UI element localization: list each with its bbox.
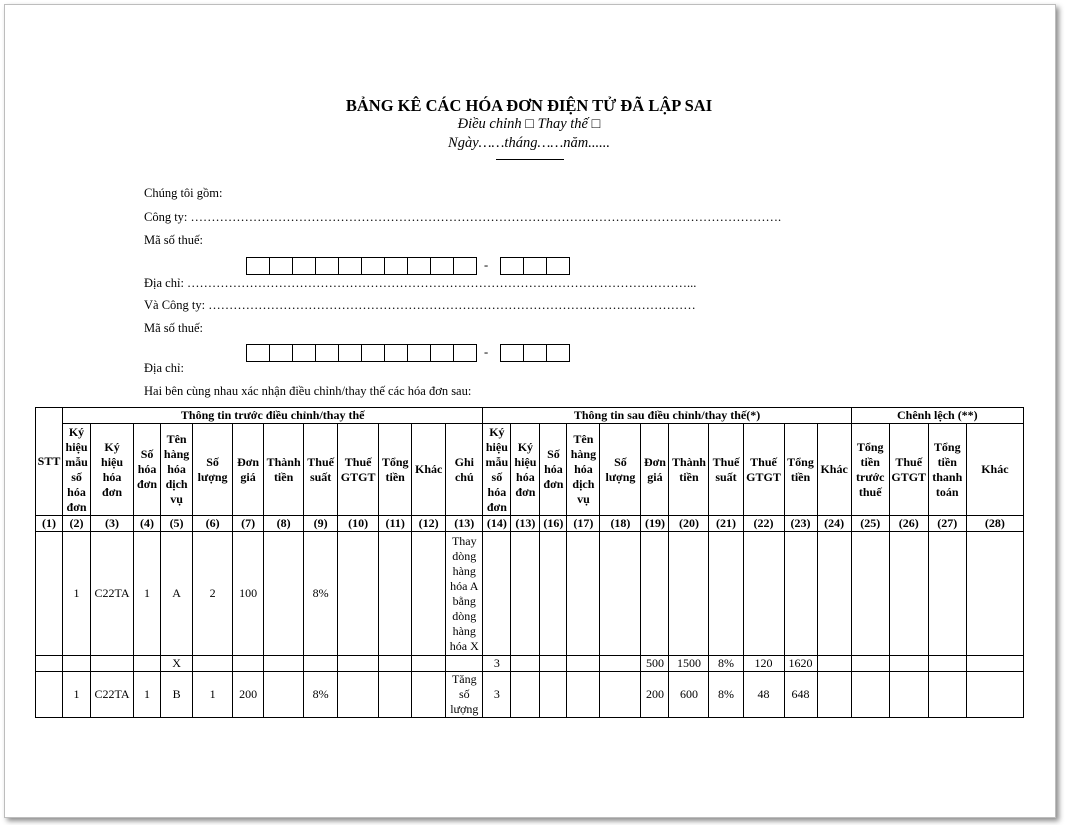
table-cell (567, 656, 600, 672)
table-cell (511, 532, 540, 656)
column-number: (4) (134, 516, 161, 532)
table-cell (851, 656, 889, 672)
table-cell (889, 532, 928, 656)
table-row (36, 532, 1024, 656)
column-header: Ký hiệu hóa đơn (511, 424, 540, 516)
table-cell (412, 672, 446, 718)
table-cell: 1500 (669, 656, 709, 672)
digit-box (338, 344, 362, 362)
table-cell (966, 656, 1023, 672)
group-after-header: Thông tin sau điều chỉnh/thay thế(*) (483, 408, 851, 424)
column-header: Số hóa đơn (540, 424, 567, 516)
column-header: Tổng tiền (379, 424, 412, 516)
column-number: (12) (412, 516, 446, 532)
tax1-branch-boxes (501, 257, 570, 275)
header-stt: STT (36, 408, 63, 516)
table-cell: 500 (641, 656, 669, 672)
table-cell (743, 532, 784, 656)
table-cell: 8% (304, 532, 338, 656)
column-header: Ghi chú (446, 424, 483, 516)
column-header: Số lượng (600, 424, 641, 516)
column-header: Thành tiền (264, 424, 304, 516)
column-number: (16) (540, 516, 567, 532)
group-diff-header: Chênh lệch (**) (851, 408, 1023, 424)
date-line: Ngày……tháng……năm...... (448, 135, 610, 151)
column-header: Tổng tiền thanh toán (928, 424, 966, 516)
column-number: (10) (338, 516, 379, 532)
table-cell: 48 (743, 672, 784, 718)
table-cell (446, 656, 483, 672)
digit-box (453, 344, 477, 362)
column-header: Khác (817, 424, 851, 516)
column-header: Ký hiệu mẫu số hóa đơn (63, 424, 91, 516)
column-header: Thuế GTGT (889, 424, 928, 516)
table-cell: 1 (193, 672, 233, 718)
table-cell: 200 (233, 672, 264, 718)
table-cell (483, 532, 511, 656)
digit-box (269, 344, 293, 362)
digit-box (292, 344, 316, 362)
column-number: (18) (600, 516, 641, 532)
table-cell (36, 672, 63, 718)
column-number: (6) (193, 516, 233, 532)
table-cell: 1 (134, 532, 161, 656)
column-header: Số lượng (193, 424, 233, 516)
table-cell (817, 532, 851, 656)
digit-box (246, 257, 270, 275)
digit-box (546, 257, 570, 275)
table-cell (600, 656, 641, 672)
table-cell (567, 672, 600, 718)
table-cell (928, 656, 966, 672)
digit-box (546, 344, 570, 362)
table-cell (540, 532, 567, 656)
table-cell: 3 (483, 672, 511, 718)
table-cell: C22TA (91, 532, 134, 656)
column-header: Khác (966, 424, 1023, 516)
table-cell (966, 672, 1023, 718)
column-number: (7) (233, 516, 264, 532)
table-cell (36, 532, 63, 656)
group-before-header: Thông tin trước điều chỉnh/thay thế (63, 408, 483, 424)
column-number: (14) (483, 516, 511, 532)
table-cell (511, 672, 540, 718)
table-cell (134, 656, 161, 672)
title-underline (496, 159, 564, 160)
table-cell: 200 (641, 672, 669, 718)
table-cell (233, 656, 264, 672)
column-number: (9) (304, 516, 338, 532)
table-cell (264, 532, 304, 656)
table-cell (928, 672, 966, 718)
table-cell: C22TA (91, 672, 134, 718)
column-header: Ký hiệu hóa đơn (91, 424, 134, 516)
digit-box (384, 344, 408, 362)
column-header: Thuế suất (709, 424, 743, 516)
column-number: (2) (63, 516, 91, 532)
table-row (36, 672, 1024, 718)
table-cell (63, 656, 91, 672)
table-cell (264, 656, 304, 672)
table-cell: 1620 (784, 656, 817, 672)
column-header: Tổng tiền (784, 424, 817, 516)
table-cell: 648 (784, 672, 817, 718)
table-cell (851, 672, 889, 718)
digit-box (315, 257, 339, 275)
company2-field: Và Công ty: ……………………………………………………………………………………………………… (144, 298, 696, 312)
column-header: Số hóa đơn (134, 424, 161, 516)
column-number: (20) (669, 516, 709, 532)
column-number: (1) (36, 516, 63, 532)
table-cell (851, 532, 889, 656)
table-cell: 1 (134, 672, 161, 718)
digit-box (361, 344, 385, 362)
table-cell (338, 656, 379, 672)
column-header: Tổng tiền trước thuế (851, 424, 889, 516)
digit-box (338, 257, 362, 275)
digit-box (384, 257, 408, 275)
invoice-table (35, 407, 1024, 718)
column-number: (13) (446, 516, 483, 532)
table-cell: B (161, 672, 193, 718)
digit-box (407, 344, 431, 362)
address2-label: Địa chỉ: (144, 361, 184, 375)
column-header: Tên hàng hóa dịch vụ (161, 424, 193, 516)
table-cell: 2 (193, 532, 233, 656)
tax1-label: Mã số thuế: (144, 233, 204, 247)
table-cell (379, 532, 412, 656)
table-cell: 8% (709, 656, 743, 672)
digit-box (269, 257, 293, 275)
column-number: (11) (379, 516, 412, 532)
digit-box (246, 344, 270, 362)
table-cell (889, 672, 928, 718)
table-cell (304, 656, 338, 672)
digit-box (292, 257, 316, 275)
table-cell (338, 672, 379, 718)
column-number: (19) (641, 516, 669, 532)
table-cell (511, 656, 540, 672)
table-cell: 8% (709, 672, 743, 718)
table-cell (784, 532, 817, 656)
column-number: (23) (784, 516, 817, 532)
table-cell (36, 656, 63, 672)
address1-field: Địa chỉ: …………………………………………………………………………………………………………... (144, 276, 697, 290)
column-header: Thuế GTGT (338, 424, 379, 516)
digit-box (430, 257, 454, 275)
column-number: (3) (91, 516, 134, 532)
column-number: (5) (161, 516, 193, 532)
table-cell (928, 532, 966, 656)
column-number: (24) (817, 516, 851, 532)
table-cell (379, 672, 412, 718)
column-number: (27) (928, 516, 966, 532)
table-cell: 8% (304, 672, 338, 718)
table-cell (600, 532, 641, 656)
intro-text: Chúng tôi gồm: (144, 186, 223, 200)
page-title: BẢNG KÊ CÁC HÓA ĐƠN ĐIỆN TỬ ĐÃ LẬP SAI (345, 96, 713, 115)
column-number: (21) (709, 516, 743, 532)
column-header: Thuế GTGT (743, 424, 784, 516)
column-number-row (36, 516, 1024, 532)
table-cell (641, 532, 669, 656)
table-cell: Thay dòng hàng hóa A bằng dòng hàng hóa X (446, 532, 483, 656)
table-cell (540, 672, 567, 718)
column-number: (8) (264, 516, 304, 532)
table-cell (264, 672, 304, 718)
tax2-branch-boxes (501, 344, 570, 362)
tax2-label: Mã số thuế: (144, 321, 204, 335)
column-header: Thành tiền (669, 424, 709, 516)
digit-box (523, 344, 547, 362)
table-cell (412, 532, 446, 656)
table-cell (889, 656, 928, 672)
table-cell (412, 656, 446, 672)
table-cell (669, 532, 709, 656)
column-number: (25) (851, 516, 889, 532)
table-cell: A (161, 532, 193, 656)
column-header: Đơn giá (641, 424, 669, 516)
table-cell: 3 (483, 656, 511, 672)
company1-field: Công ty: ……………………………………………………………………………………………………………………………. (144, 210, 782, 224)
digit-box (523, 257, 547, 275)
table-cell: X (161, 656, 193, 672)
column-header: Ký hiệu mẫu số hóa đơn (483, 424, 511, 516)
table-cell (540, 656, 567, 672)
digit-box (453, 257, 477, 275)
tax2-boxes (247, 344, 477, 362)
table-cell: 1 (63, 532, 91, 656)
column-number: (13) (511, 516, 540, 532)
tax1-boxes (247, 257, 477, 275)
digit-box (361, 257, 385, 275)
column-number: (22) (743, 516, 784, 532)
table-cell (817, 656, 851, 672)
column-header: Thuế suất (304, 424, 338, 516)
column-header: Khác (412, 424, 446, 516)
table-cell (193, 656, 233, 672)
table-cell (338, 532, 379, 656)
table-cell (966, 532, 1023, 656)
table-cell: 100 (233, 532, 264, 656)
table-cell: 600 (669, 672, 709, 718)
digit-box (315, 344, 339, 362)
confirm-text: Hai bên cùng nhau xác nhận điều chỉnh/thay thế các hóa đơn sau: (144, 384, 472, 398)
table-cell (567, 532, 600, 656)
table-cell: 120 (743, 656, 784, 672)
column-header-row (36, 424, 1024, 516)
digit-box (500, 344, 524, 362)
table-cell (379, 656, 412, 672)
table-cell (600, 672, 641, 718)
table-cell (709, 532, 743, 656)
digit-box (430, 344, 454, 362)
column-header: Đơn giá (233, 424, 264, 516)
digit-box (500, 257, 524, 275)
page-subtitle: Điều chỉnh □ Thay thế □ (457, 116, 601, 132)
column-number: (28) (966, 516, 1023, 532)
digit-box (407, 257, 431, 275)
table-cell: Tăng số lượng (446, 672, 483, 718)
tax2-dash: - (484, 345, 489, 359)
table-cell: 1 (63, 672, 91, 718)
column-header: Tên hàng hóa dịch vụ (567, 424, 600, 516)
tax1-dash: - (484, 258, 489, 272)
column-number: (26) (889, 516, 928, 532)
table-cell (817, 672, 851, 718)
table-cell (91, 656, 134, 672)
column-number: (17) (567, 516, 600, 532)
table-row (36, 656, 1024, 672)
